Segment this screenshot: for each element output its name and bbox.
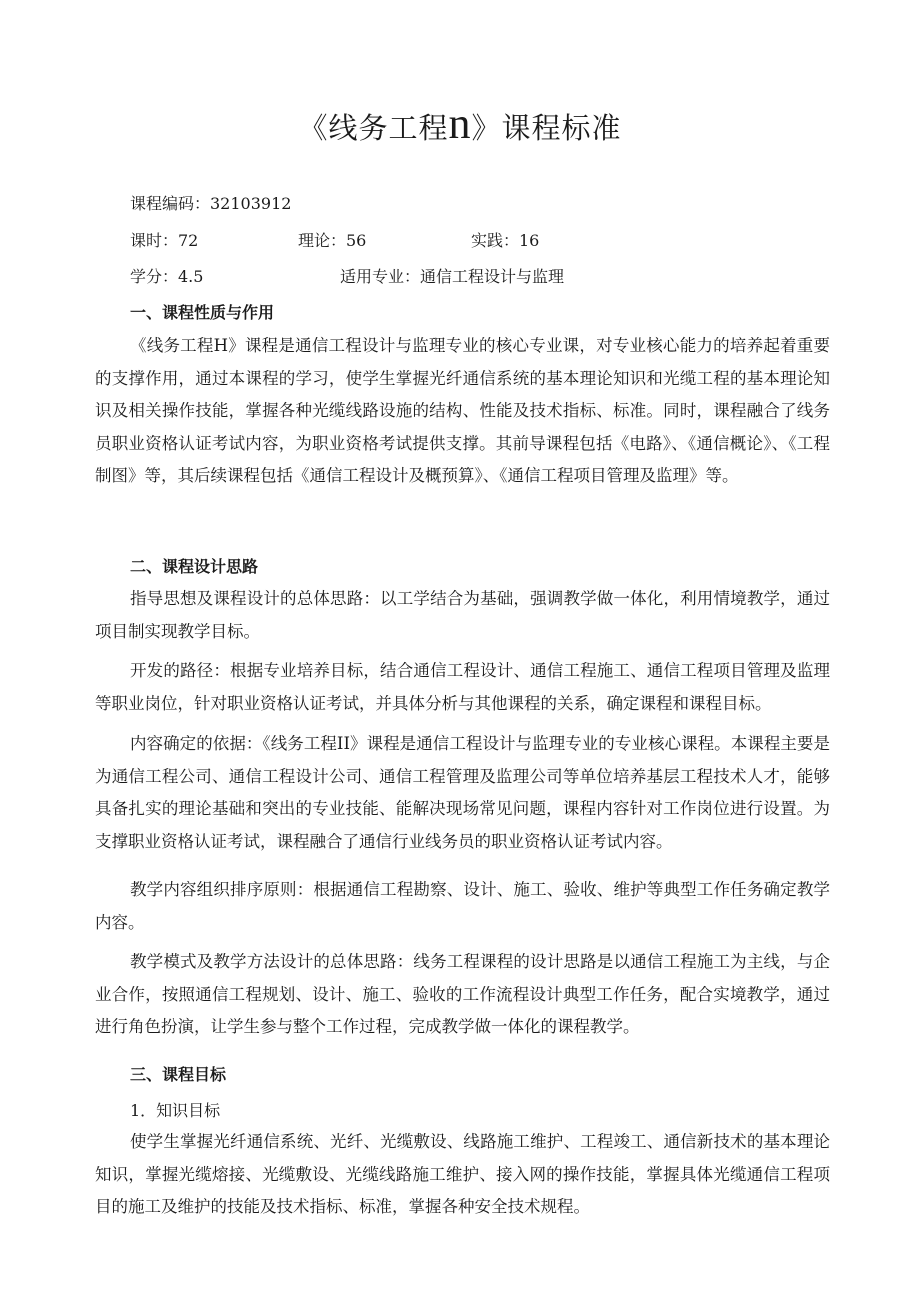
paragraph-2-1: 指导思想及课程设计的总体思路：以工学结合为基础，强调教学做一体化，利用情境教学，通过项目制实现教学目标。 (95, 589, 830, 641)
paragraph-2-2: 开发的路径：根据专业培养目标，结合通信工程设计、通信工程施工、通信工程项目管理及监理等职业岗位，针对职业资格认证考试，并具体分析与其他课程的关系，确定课程和课程目标。 (95, 661, 830, 713)
course-credit: 学分：4.5 (130, 267, 204, 286)
paragraph-2-3: 内容确定的依据：《线务工程II》课程是通信工程设计与监理专业的专业核心课程。本课程主要是为通信工程公司、通信工程设计公司、通信工程管理及监理公司等单位培养基层工程技术人才，能够具备扎实的理论基础和突出的专业技能、能解决现场常见问题，课程内容针对工作岗位进行设置。为支撑职业资格认证考试，课程融合了通信行业线务员的职业资格认证考试内容。 (95, 734, 830, 851)
title-suffix: 》课程标准 (471, 111, 622, 145)
section-heading-1: 一、课程性质与作用 (130, 303, 275, 322)
title-prefix: 《线务工程 (298, 111, 449, 145)
paragraph-2-4: 教学内容组织排序原则：根据通信工程勘察、设计、施工、验收、维护等典型工作任务确定教学内容。 (95, 880, 830, 932)
course-hours: 课时：72 (130, 231, 199, 250)
paragraph-3-1: 使学生掌握光纤通信系统、光纤、光缆敷设、线路施工维护、工程竣工、通信新技术的基本理论知识，掌握光缆熔接、光缆敷设、光缆线路施工维护、接入网的操作技能，掌握具体光缆通信工程项目的施工及维护的技能及技术指标、标准，掌握各种安全技术规程。 (95, 1132, 830, 1216)
theory-hours: 理论：56 (298, 231, 367, 250)
practice-hours: 实践：16 (471, 231, 540, 250)
applicable-major: 适用专业：通信工程设计与监理 (340, 267, 565, 286)
paragraph-1-1: 《线务工程H》课程是通信工程设计与监理专业的核心专业课，对专业核心能力的培养起着重要的支撑作用，通过本课程的学习，使学生掌握光纤通信系统的基本理论知识和光缆工程的基本理论知识及相关操作技能，掌握各种光缆线路设施的结构、性能及技术指标、标准。同时，课程融合了线务员职业资格认证考试内容，为职业资格考试提供支撑。其前导课程包括《电路》、《通信概论》、《工程制图》等，其后续课程包括《通信工程设计及概预算》、《通信工程项目管理及监理》等。 (95, 336, 830, 485)
section-heading-2: 二、课程设计思路 (130, 557, 259, 576)
document-title (0, 98, 920, 149)
paragraph-2-5: 教学模式及教学方法设计的总体思路：线务工程课程的设计思路是以通信工程施工为主线，与企业合作，按照通信工程规划、设计、施工、验收的工作流程设计典型工作任务，配合实境教学，通过进行角色扮演，让学生参与整个工作过程，完成教学做一体化的课程教学。 (95, 952, 830, 1036)
course-code: 课程编码：32103912 (130, 194, 292, 213)
title-mark: n (448, 99, 472, 148)
subsection-knowledge-goals: 1．知识目标 (130, 1101, 221, 1120)
section-heading-3: 三、课程目标 (130, 1065, 227, 1084)
